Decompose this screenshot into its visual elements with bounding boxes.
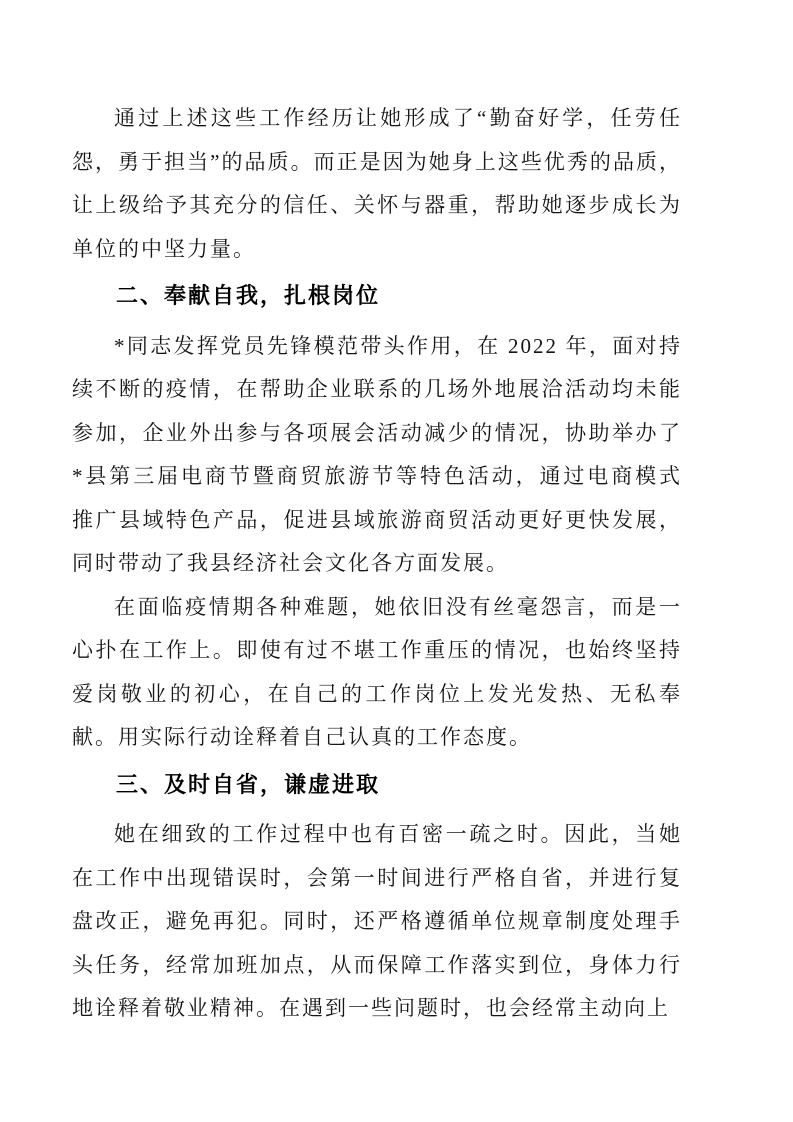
paragraph-self-reflection: 她在细致的工作过程中也有百密一疏之时。因此，当她在工作中出现错误时，会第一时间进行严格自省，并进行复盘改正，避免再犯。同时，还严格遵循单位规章制度处理手头任务，经常加班加点，从而保障工作落实到位，身体力行地诠释着敬业精神。在遇到一些问题时，也会经常主动向上 bbox=[72, 822, 682, 1020]
heading-section-2: 二、奉献自我，扎根岗位 bbox=[116, 283, 381, 308]
paragraph-work-qualities: 通过上述这些工作经历让她形成了“勤奋好学，任劳任怨，勇于担当”的品质。而正是因为她身上这些优秀的品质，让上级给予其充分的信任、关怀与器重，帮助她逐步成长为单位的中坚力量。 bbox=[72, 106, 682, 261]
heading-section-3: 三、及时自省，谦虚进取 bbox=[116, 771, 381, 797]
paragraph-pandemic-attitude: 在面临疫情期各种难题，她依旧没有丝毫怨言，而是一心扑在工作上。即使有过不堪工作重压的情况，也始终坚持爱岗敬业的初心，在自己的工作岗位上发光发热、无私奉献。用实际行动诠释着自己认真的工作态度。 bbox=[72, 594, 682, 749]
paragraph-party-dedication: *同志发挥党员先锋模范带头作用，在 2022 年，面对持续不断的疫情，在帮助企业联系的几场外地展洽活动均未能参加，企业外出参与各项展会活动减少的情况，协助举办了*县第三届电商节暨商贸旅游节等特色活动，通过电商模式推广县域特色产品，促进县域旅游商贸活动更好更快发展，同时带动了我县经济社会文化各方面发展。 bbox=[72, 333, 682, 575]
document-text-area bbox=[72, 97, 682, 1031]
